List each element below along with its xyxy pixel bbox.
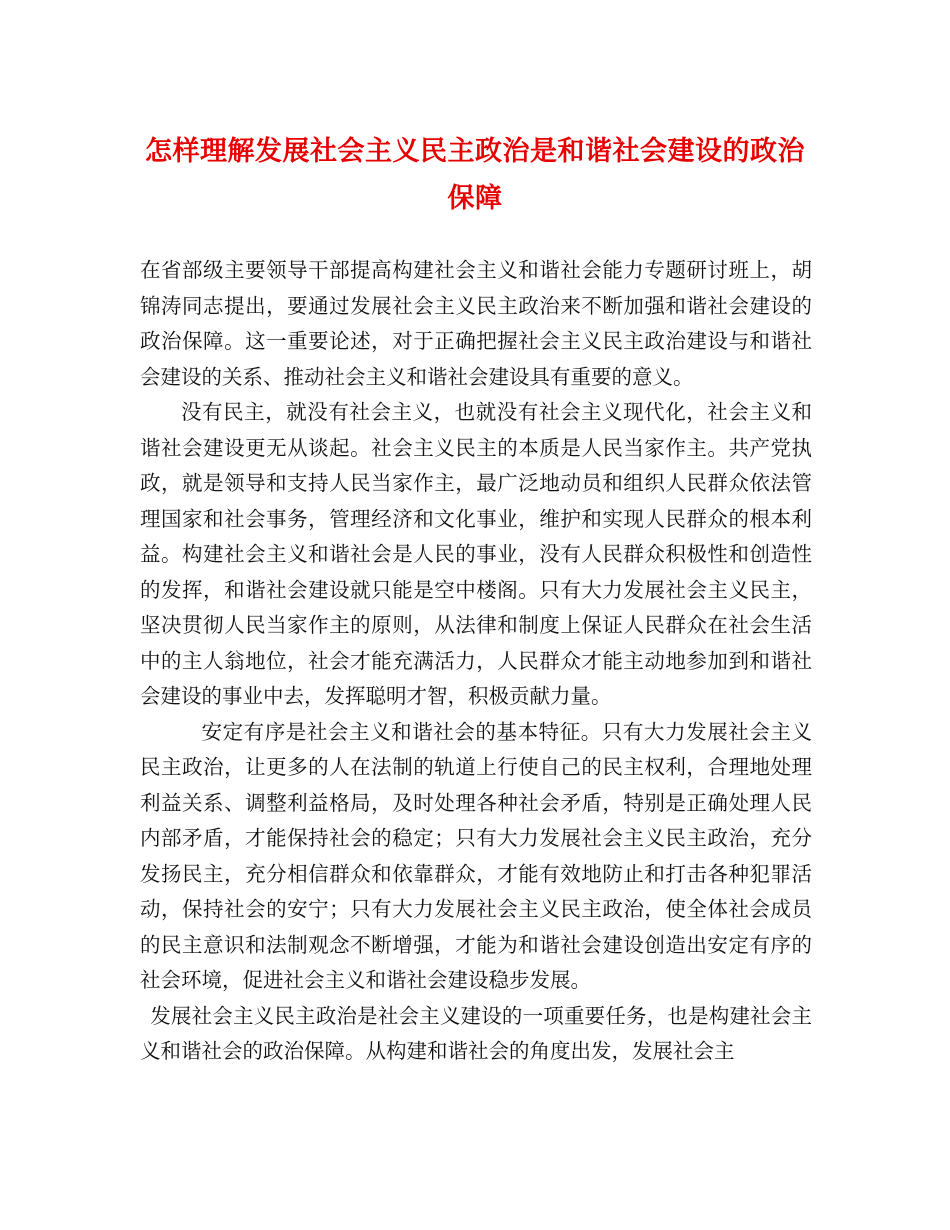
paragraph-guarantee: 发展社会主义民主政治是社会主义建设的一项重要任务，也是构建社会主义和谐社会的政治保障。从构建和谐社会的角度出发，发展社会主 (140, 1003, 812, 1063)
document-title: 怎样理解发展社会主义民主政治是和谐社会建设的政治保障 (145, 136, 805, 214)
document-body (140, 253, 812, 1070)
paragraph-democracy: 没有民主，就没有社会主义，也就没有社会主义现代化，社会主义和谐社会建设更无从谈起。社会主义民主的本质是人民当家作主。共产党执政，就是领导和支持人民当家作主，最广泛地动员和组织人民群众依法管理国家和社会事务，管理经济和文化事业，维护和实现人民群众的根本利益。构建社会主义和谐社会是人民的事业，没有人民群众积极性和创造性的发挥，和谐社会建设就只能是空中楼阁。只有大力发展社会主义民主，坚决贯彻人民当家作主的原则，从法律和制度上保证人民群众在社会生活中的主人翁地位，社会才能充满活力，人民群众才能主动地参加到和谐社会建设的事业中去，发挥聪明才智，积极贡献力量。 (140, 400, 812, 708)
paragraph-stability: 安定有序是社会主义和谐社会的基本特征。只有大力发展社会主义民主政治，让更多的人在法制的轨道上行使自己的民主权利，合理地处理利益关系、调整利益格局，及时处理各种社会矛盾，特别是正确处理人民内部矛盾，才能保持社会的稳定；只有大力发展社会主义民主政治，充分发扬民主，充分相信群众和依靠群众，才能有效地防止和打击各种犯罪活动，保持社会的安宁；只有大力发展社会主义民主政治，使全体社会成员的民主意识和法制观念不断增强，才能为和谐社会建设创造出安定有序的社会环境，促进社会主义和谐社会建设稳步发展。 (140, 719, 812, 992)
paragraph-intro: 在省部级主要领导干部提高构建社会主义和谐社会能力专题研讨班上，胡锦涛同志提出，要通过发展社会主义民主政治来不断加强和谐社会建设的政治保障。这一重要论述，对于正确把握社会主义民主政治建设与和谐社会建设的关系、推动社会主义和谐社会建设具有重要的意义。 (140, 258, 812, 389)
